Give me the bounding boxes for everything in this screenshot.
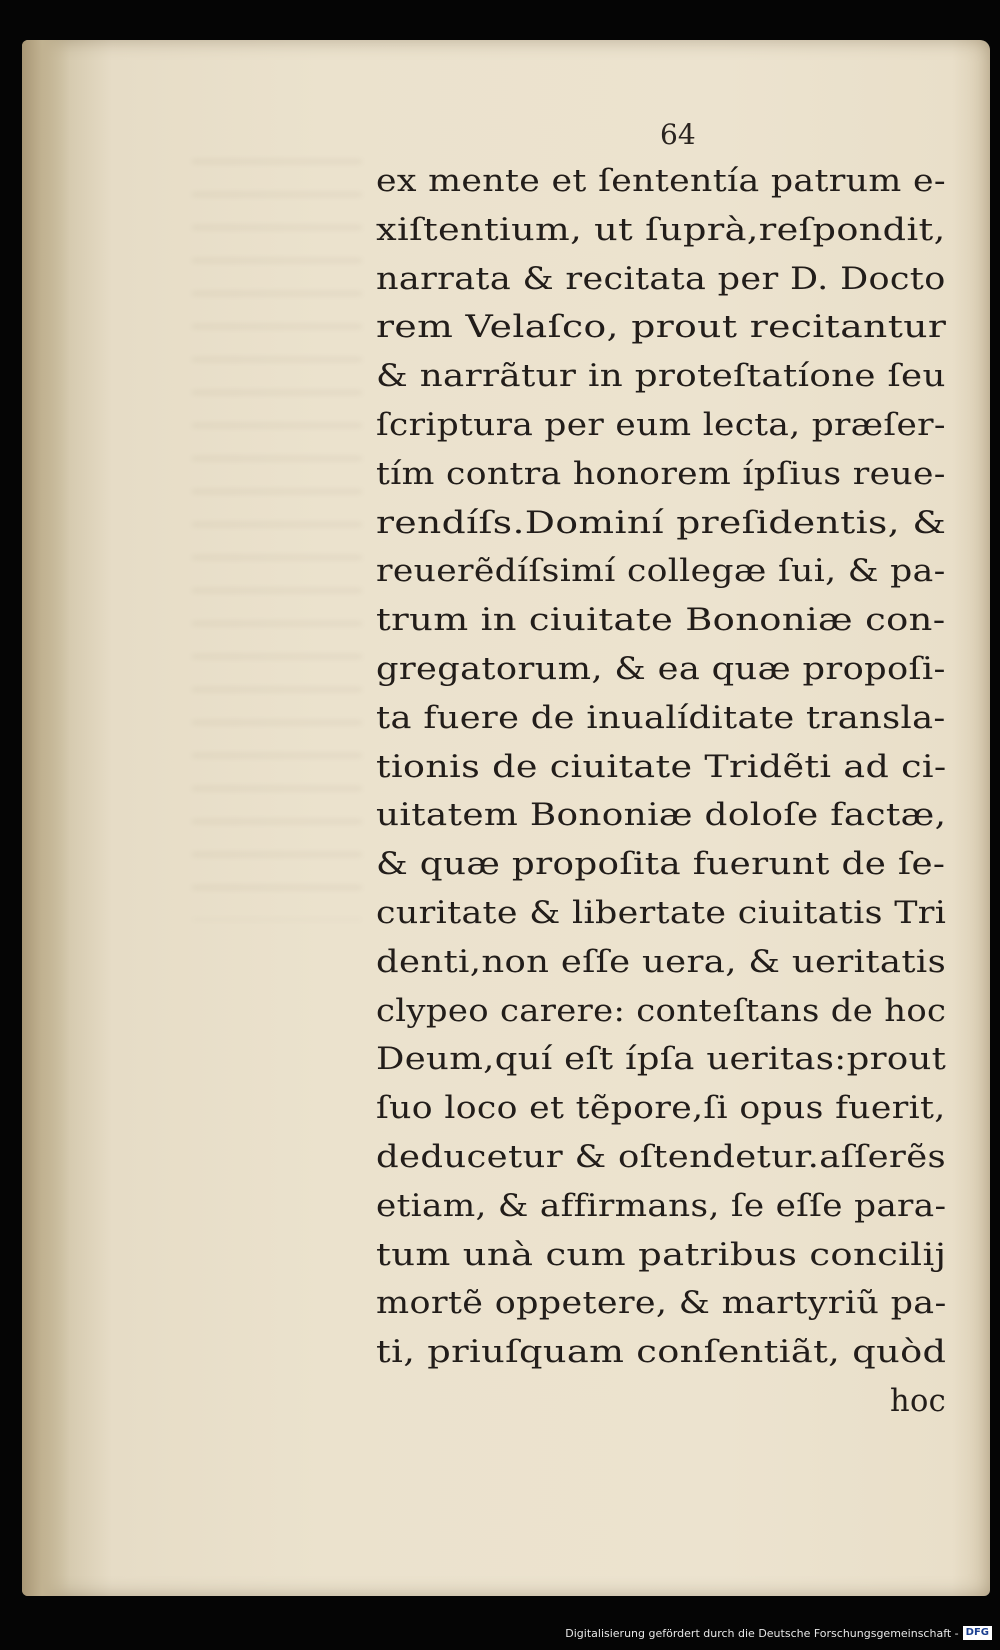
page-number: 64 — [660, 118, 696, 151]
text-line: ti, priuſquam conſentiãt, quòd — [376, 1335, 947, 1371]
text-line: narrata & recitata per D. Docto — [376, 261, 946, 297]
text-line: denti,non eſſe uera, & ueritatis — [376, 944, 947, 980]
text-line: deducetur & oſtendetur.aſſerẽs — [376, 1139, 947, 1175]
text-line: rem Velaſco, prout recitantur — [376, 310, 947, 346]
page-gutter-shadow — [22, 40, 70, 1596]
text-line: tím contra honorem ípſius reue- — [376, 456, 946, 492]
text-line: trum in ciuitate Bononiæ con- — [376, 603, 946, 639]
text-line: tionis de ciuitate Tridẽti ad ci- — [376, 749, 947, 785]
text-line: xiſtentium, ut ſuprà,reſpondit, — [376, 212, 946, 248]
text-line: gregatorum, & ea quæ propoſi- — [376, 651, 946, 687]
text-line: ſuo loco et tẽpore,ſi opus fuerit, — [376, 1091, 946, 1127]
text-line: mortẽ oppetere, & martyriũ pa- — [376, 1286, 947, 1322]
text-line: Deum,quí eſt ípſa ueritas:prout — [376, 1042, 947, 1078]
catchword: hoc — [890, 1383, 946, 1419]
text-line: & narrãtur in proteſtatíone ſeu — [376, 359, 946, 395]
text-line: ta fuere de inualíditate transla- — [376, 700, 946, 736]
text-line: rendíſs.Dominí preſidentis, & — [376, 505, 947, 541]
body-text — [376, 158, 958, 1427]
text-line: clypeo carere: conteſtans de hoc — [376, 993, 947, 1029]
text-line: tum unà cum patribus concilij — [376, 1237, 947, 1273]
text-line: ſcriptura per eum lecta, præſer- — [376, 407, 946, 443]
text-line: ex mente et ſententía patrum e- — [376, 164, 946, 199]
text-line: curitate & libertate ciuitatis Tri — [376, 895, 947, 931]
credit-text: Digitalisierung gefördert durch die Deutsche Forschungsgemeinschaft - — [565, 1626, 959, 1640]
text-line: reuerẽdíſsimí collegæ ſui, & pa- — [376, 554, 946, 590]
dfg-logo: DFG — [963, 1626, 992, 1640]
show-through-text — [192, 160, 362, 920]
text-line: & quæ propoſita fuerunt de ſe- — [376, 847, 946, 883]
text-line: uitatem Bononiæ doloſe factæ, — [376, 798, 947, 834]
text-line: etiam, & affirmans, ſe eſſe para- — [376, 1188, 947, 1224]
digitization-credit — [565, 1626, 992, 1640]
